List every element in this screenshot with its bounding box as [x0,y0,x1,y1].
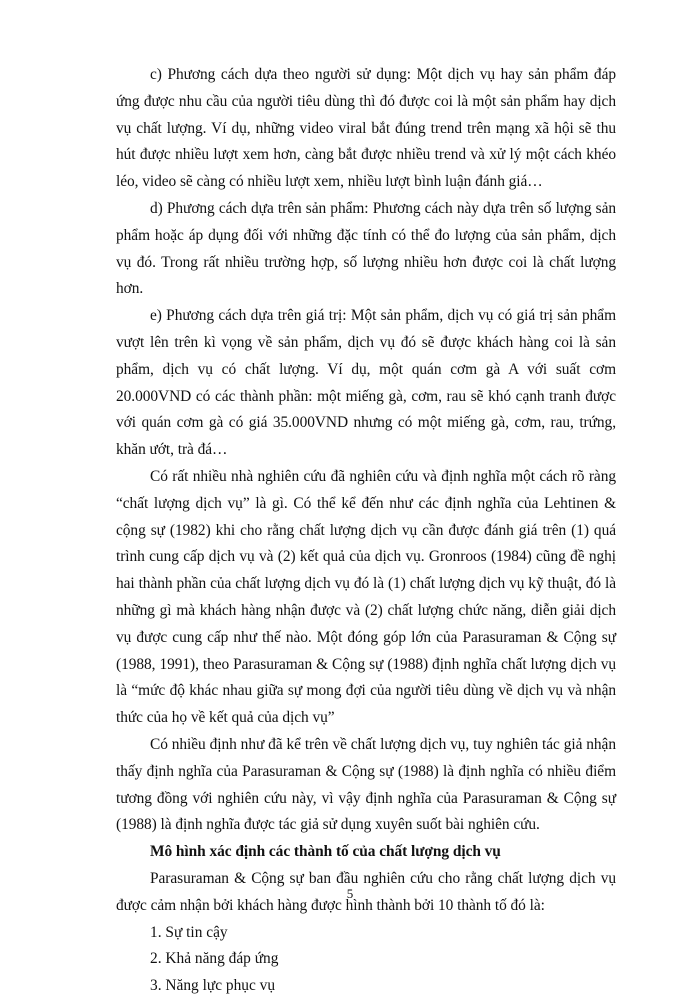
paragraph-product-based: d) Phương cách dựa trên sản phẩm: Phương cách này dựa trên số lượng sản phẩm hoặc áp dụng đối với những đặc tính có thể đo lượng của sản phẩm, dịch vụ đó. Trong rất nhiều trường hợp, số lượng nhiều hơn được coi là chất lượng hơn. [116,199,616,298]
paragraph-definitions: Có rất nhiều nhà nghiên cứu đã nghiên cứu và định nghĩa một cách rõ ràng “chất lượng dịch vụ” là gì. Có thể kể đến như các định nghĩa của Lehtinen & cộng sự (1982) khi cho rằng chất lượng dịch vụ cần được đánh giá trên (1) quá trình cung cấp dịch vụ và (2) kết quả của dịch vụ. Gronroos (1984) cũng đề nghị hai thành phần của chất lượng dịch vụ đó là (1) chất lượng dịch vụ kỹ thuật, đó là những gì mà khách hàng nhận được và (2) chất lượng chức năng, diễn giải dịch vụ được cung cấp như thế nào. Một đóng góp lớn của Parasuraman & Cộng sự (1988, 1991), theo Parasuraman & Cộng sự (1988) định nghĩa chất lượng dịch vụ là “mức độ khác nhau giữa sự mong đợi của người tiêu dùng về dịch vụ và nhận thức của họ về kết quả của dịch vụ” [116,467,616,727]
paragraph-conclusion: Có nhiều định như đã kể trên về chất lượng dịch vụ, tuy nghiên tác giả nhận thấy định nghĩa của Parasuraman & Cộng sự (1988) là định nghĩa có nhiều điểm tương đồng với nghiên cứu này, vì vậy định nghĩa của Parasuraman & Cộng sự (1988) là định nghĩa được tác giả sử dụng xuyên suốt bài nghiên cứu. [116,735,616,834]
paragraph-user-based: c) Phương cách dựa theo người sử dụng: Một dịch vụ hay sản phẩm đáp ứng được nhu cầu của người tiêu dùng thì đó được coi là một sản phẩm hay dịch vụ chất lượng. Ví dụ, những video viral bắt đúng trend trên mạng xã hội sẽ thu hút được nhiều lượt xem hơn, càng bắt được nhiều trend và xử lý một cách khéo léo, video sẽ càng có nhiều lượt xem, nhiều lượt bình luận đánh giá… [116,66,616,191]
paragraph-intro: Parasuraman & Cộng sự ban đầu nghiên cứu cho rằng chất lượng dịch vụ được cảm nhận bởi khách hàng được hình thành bởi 10 thành tố đó là: [116,869,616,914]
section-heading: Mô hình xác định các thành tố của chất lượng dịch vụ [150,843,501,861]
page-number: 5 [346,886,354,901]
list-item: 2. Khả năng đáp ứng [150,950,279,968]
paragraph-value-based: e) Phương cách dựa trên giá trị: Một sản phẩm, dịch vụ có giá trị sản phẩm vượt lên trên kì vọng về sản phẩm, dịch vụ đó sẽ được khách hàng coi là sản phẩm, dịch vụ có chất lượng. Ví dụ, một quán cơm gà A với suất cơm 20.000VND có các thành phần: một miếng gà, cơm, rau sẽ khó cạnh tranh được với quán cơm gà có giá 35.000VND nhưng có một miếng gà, cơm, rau, trứng, khăn ướt, trà đá… [116,307,616,459]
page-content [116,62,616,1000]
list-item: 1. Sự tin cậy [150,923,228,941]
list-item: 3. Năng lực phục vụ [150,977,276,995]
